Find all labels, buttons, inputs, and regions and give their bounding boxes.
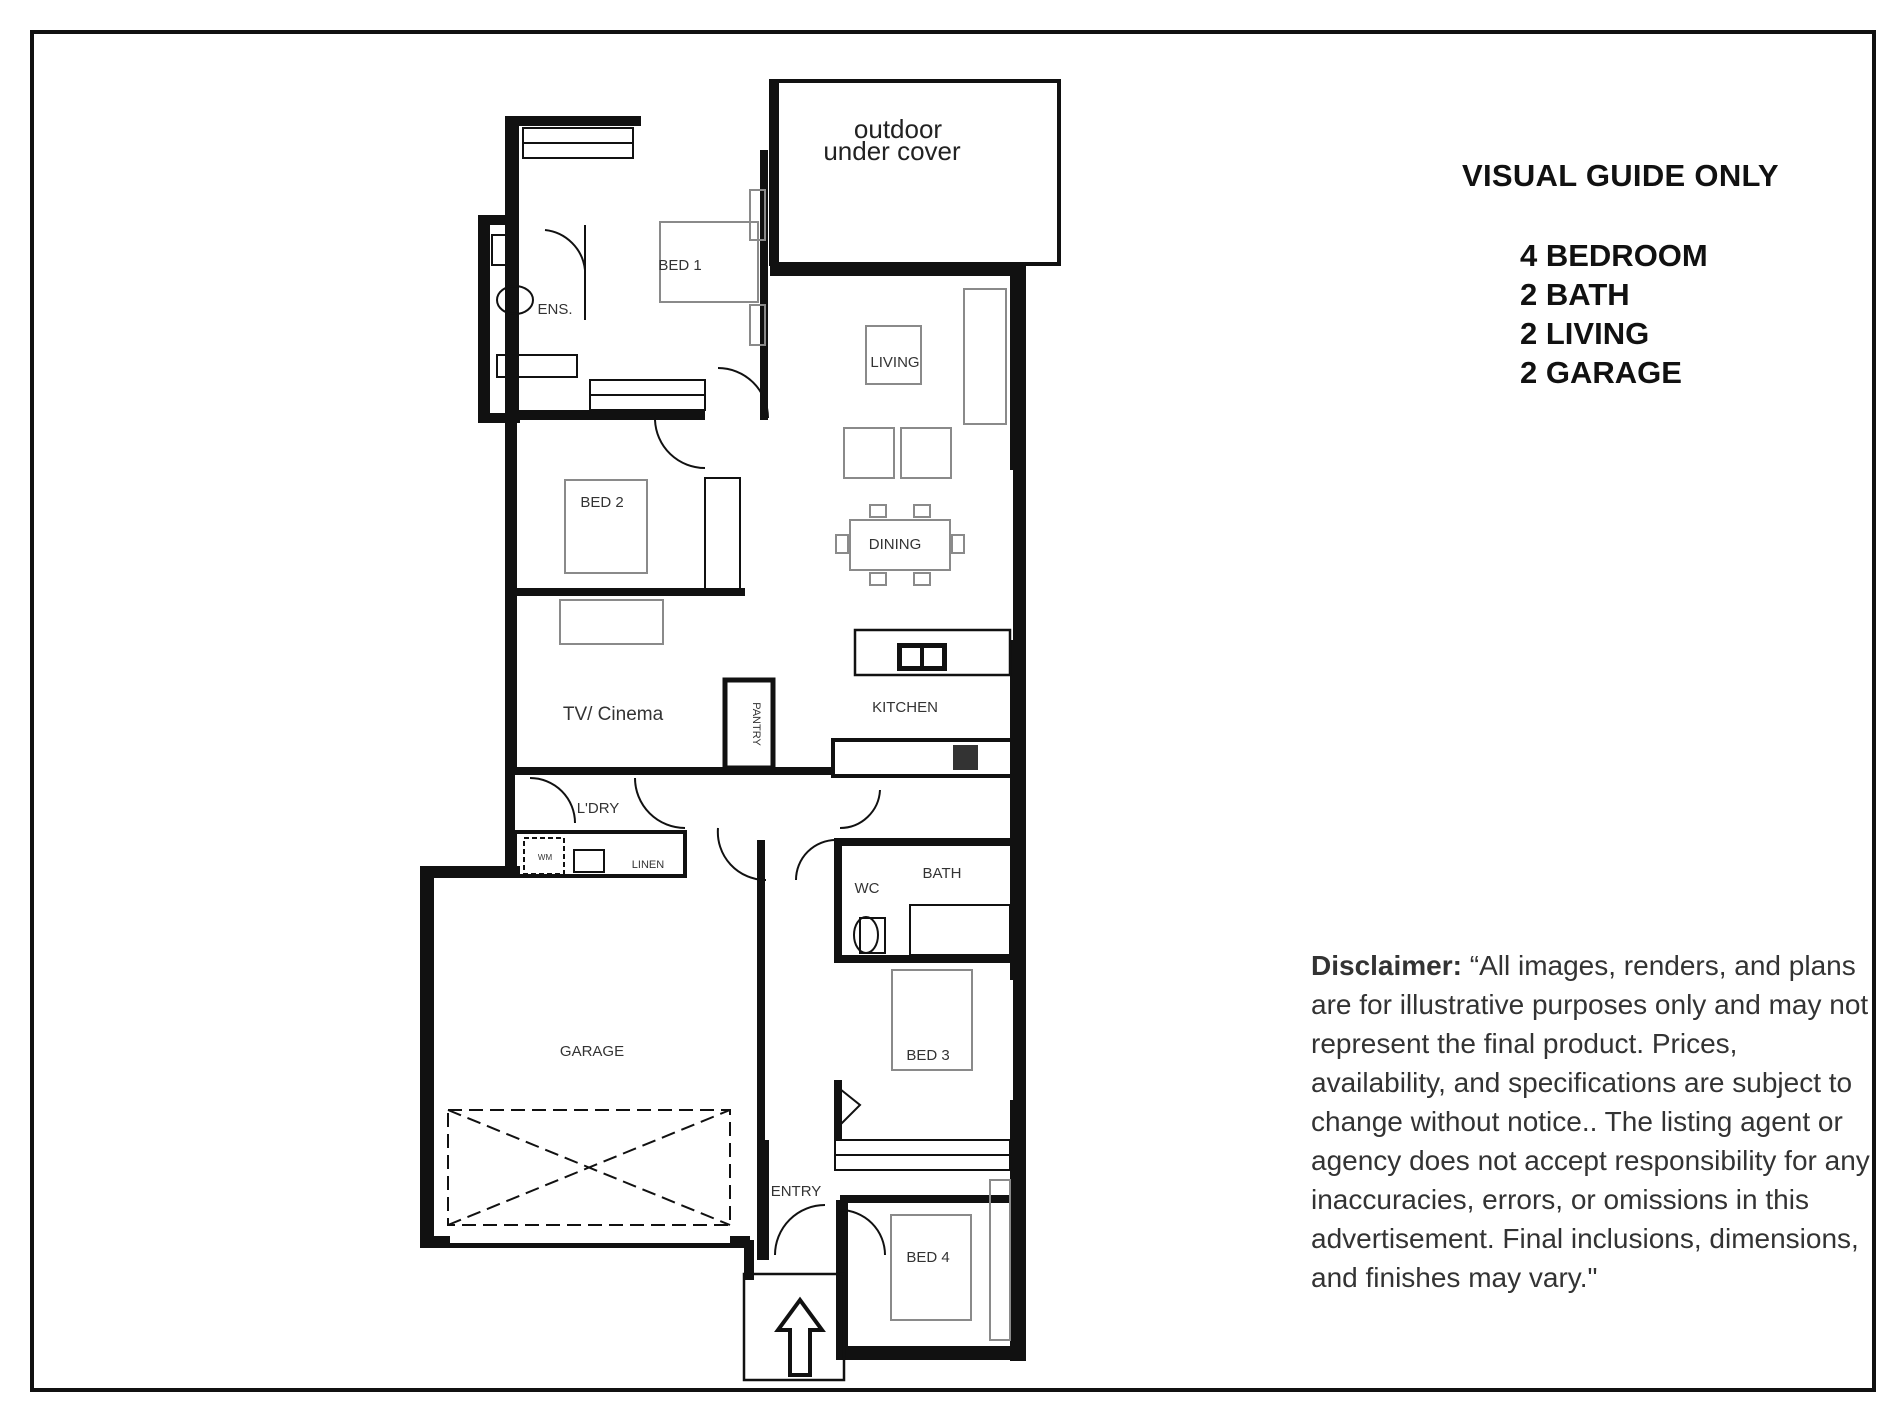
room-label-dining: DINING [868,536,922,553]
feature-baths: 2 BATH [1520,277,1630,312]
room-label-kitchen: KITCHEN [872,699,938,716]
room-label-bed2: BED 2 [580,494,624,511]
feature-living: 2 LIVING [1520,316,1650,351]
feature-bedrooms: 4 BEDROOM [1520,238,1708,273]
guide-title: VISUAL GUIDE ONLY [1462,158,1779,193]
room-label-wc: WC [854,880,880,897]
entry-arrow-icon [778,1300,822,1375]
outdoor-label-2: under cover [823,136,961,166]
room-label-pantry: PANTRY [750,702,762,746]
disclaimer-label: Disclaimer: [1311,950,1462,981]
outdoor-area [771,81,1059,264]
room-label-wm: WM [537,853,553,862]
room-label-ldry: L'DRY [576,800,620,817]
feature-list [1520,236,1779,392]
disclaimer-text: “All images, renders, and plans are for illustrative purposes only and may not represent the final product. Prices, availability, and specifications are subject to change without notice.. The listing agent or agency does not accept responsibility for any inaccuracies, errors, or omissions in this advertisement. Final inclusions, dimensions, and finishes may vary." [1311,950,1870,1293]
room-label-bed1: BED 1 [658,257,702,274]
room-label-linen: LINEN [631,859,665,871]
room-label-entry: ENTRY [770,1183,822,1200]
room-label-bed4: BED 4 [906,1249,950,1266]
room-label-living: LIVING [870,354,920,371]
room-label-bed3: BED 3 [906,1047,950,1064]
garage-door [448,1110,730,1225]
feature-garage: 2 GARAGE [1520,355,1682,390]
room-label-garage: GARAGE [559,1043,625,1060]
outdoor-label-1: outdoor [853,114,943,144]
windows [450,128,1016,1243]
room-label-bath: BATH [922,865,962,882]
room-label-ens: ENS. [537,301,573,318]
room-label-tv: TV/ Cinema [562,704,664,725]
visual-guide [1462,158,1779,392]
disclaimer [1311,946,1871,1297]
